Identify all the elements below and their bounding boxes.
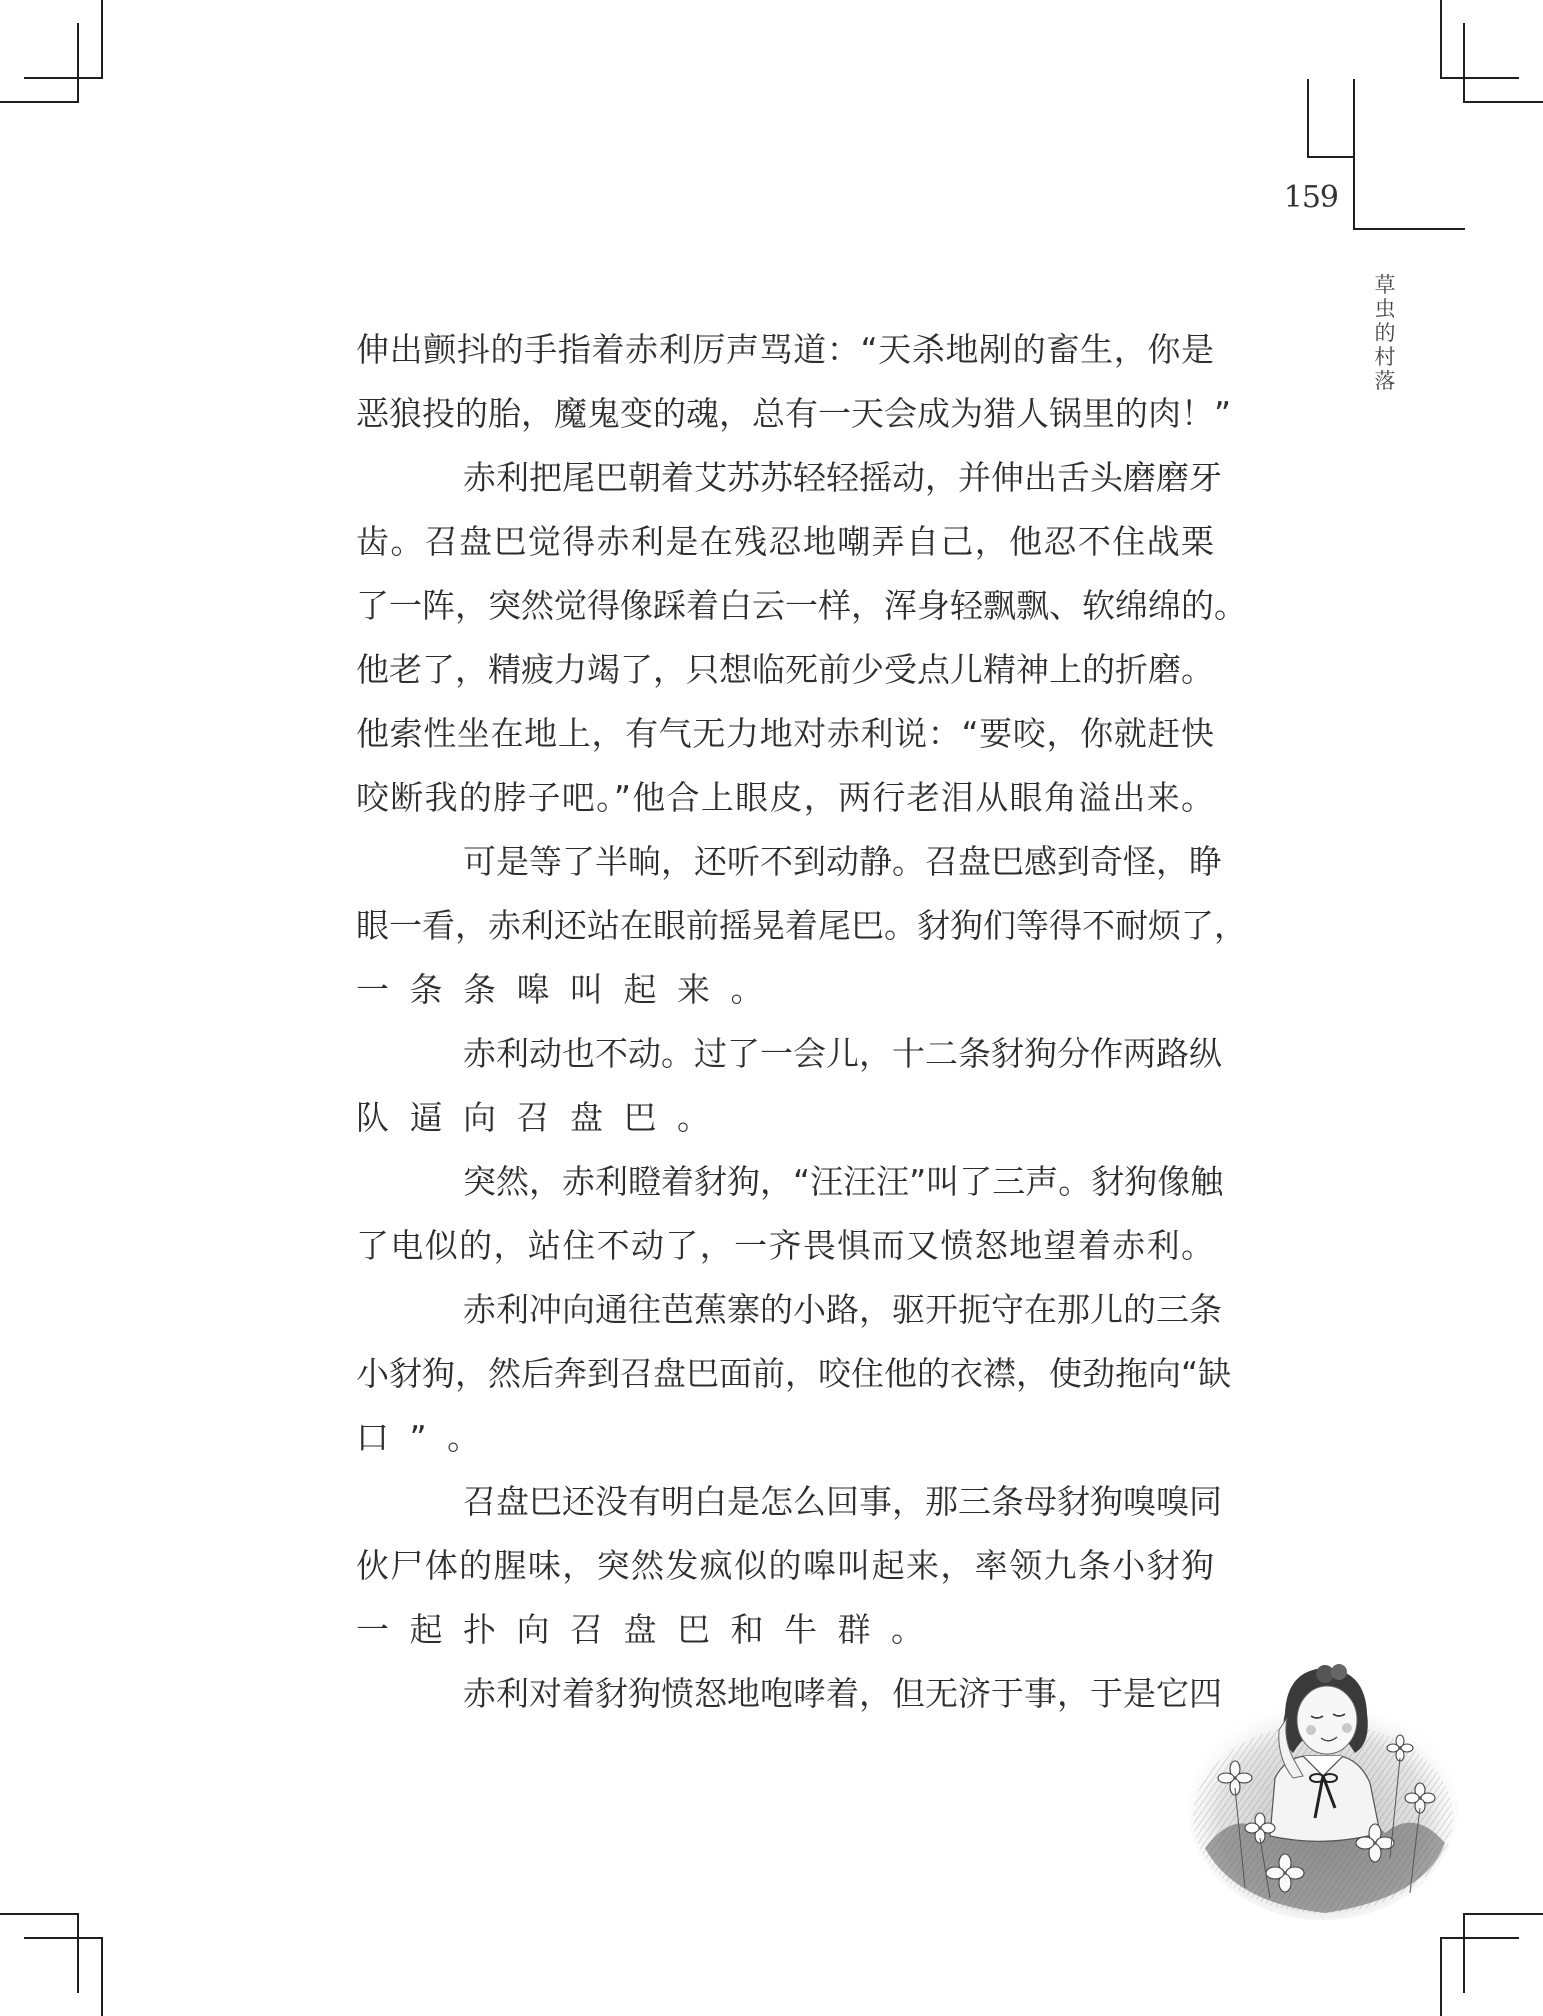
- crop-mark-top-left: [24, 77, 103, 79]
- paragraph-first-line: 赤利对着豺狗愤怒地咆哮着，但无济于事，于是它四: [463, 1674, 1222, 1713]
- text-line: 口”。: [356, 1418, 501, 1457]
- running-title-char: 虫: [1374, 297, 1396, 321]
- crop-mark-bottom-right: [1440, 1937, 1442, 2016]
- page-number: 159: [1283, 180, 1338, 215]
- crop-mark-bottom-left: [24, 1937, 103, 1939]
- text-line: 咬断我的脖子吧。”他合上眼皮，两行老泪从眼角溢出来。: [356, 778, 1214, 817]
- text-line: 眼一看，赤利还站在眼前摇晃着尾巴。豺狗们等得不耐烦了，: [356, 906, 1247, 945]
- text-line: 了电似的，站住不动了，一齐畏惧而又愤怒地望着赤利。: [356, 1226, 1214, 1265]
- text-line: 恶狼投的胎，魔鬼变的魂，总有一天会成为猎人锅里的肉！”: [356, 394, 1232, 433]
- crop-mark-bottom-left: [0, 1913, 79, 1915]
- text-line: 了一阵，突然觉得像踩着白云一样，浑身轻飘飘、软绵绵的。: [356, 586, 1247, 625]
- crop-mark-bottom-left: [101, 1937, 103, 2016]
- paragraph-first-line: 赤利冲向通往芭蕉寨的小路，驱开扼守在那儿的三条: [463, 1290, 1222, 1329]
- crop-mark-top-right: [1463, 23, 1465, 103]
- crop-mark-top-right: [1463, 101, 1543, 103]
- crop-mark-top-left: [101, 0, 103, 79]
- girl-illustration: [1175, 1658, 1465, 1928]
- text-line: 他老了，精疲力竭了，只想临死前少受点儿精神上的折磨。: [356, 650, 1214, 689]
- crop-mark-top-right: [1440, 77, 1519, 79]
- running-title-char: 落: [1374, 369, 1396, 393]
- paragraph-first-line: 召盘巴还没有明白是怎么回事，那三条母豺狗嗅嗅同: [463, 1482, 1222, 1521]
- text-line: 一起扑向召盘巴和牛群。: [356, 1610, 945, 1649]
- paragraph-first-line: 赤利动也不动。过了一会儿，十二条豺狗分作两路纵: [463, 1034, 1222, 1073]
- paragraph-first-line: 突然，赤利瞪着豺狗，“汪汪汪”叫了三声。豺狗像触: [463, 1162, 1224, 1201]
- text-line: 齿。召盘巴觉得赤利是在残忍地嘲弄自己，他忍不住战栗: [356, 522, 1214, 561]
- text-line: 伸出颤抖的手指着赤利厉声骂道：“天杀地剐的畜生，你是: [356, 330, 1214, 369]
- crop-mark-bottom-right: [1463, 1913, 1543, 1915]
- crop-mark-top-right: [1440, 0, 1442, 79]
- body-text: [356, 318, 1247, 1726]
- text-line: 一条条嗥叫起来。: [356, 970, 784, 1009]
- text-line: 小豺狗，然后奔到召盘巴面前，咬住他的衣襟，使劲拖向“缺: [356, 1354, 1232, 1393]
- crop-mark-top-left: [0, 101, 79, 103]
- crop-mark-bottom-left: [77, 1913, 79, 1993]
- text-line: 队逼向召盘巴。: [356, 1098, 731, 1137]
- running-title: [1372, 273, 1398, 393]
- text-line: 伙尸体的腥味，突然发疯似的嗥叫起来，率领九条小豺狗: [356, 1546, 1214, 1585]
- paragraph-first-line: 可是等了半晌，还听不到动静。召盘巴感到奇怪，睁: [463, 842, 1222, 881]
- crop-mark-top-left: [77, 23, 79, 103]
- running-title-char: 村: [1374, 345, 1396, 369]
- running-title-char: 的: [1374, 321, 1396, 345]
- text-line: 他索性坐在地上，有气无力地对赤利说：“要咬，你就赶快: [356, 714, 1214, 753]
- running-title-char: 草: [1374, 273, 1396, 297]
- paragraph-first-line: 赤利把尾巴朝着艾苏苏轻轻摇动，并伸出舌头磨磨牙: [463, 458, 1222, 497]
- crop-mark-bottom-right: [1440, 1937, 1519, 1939]
